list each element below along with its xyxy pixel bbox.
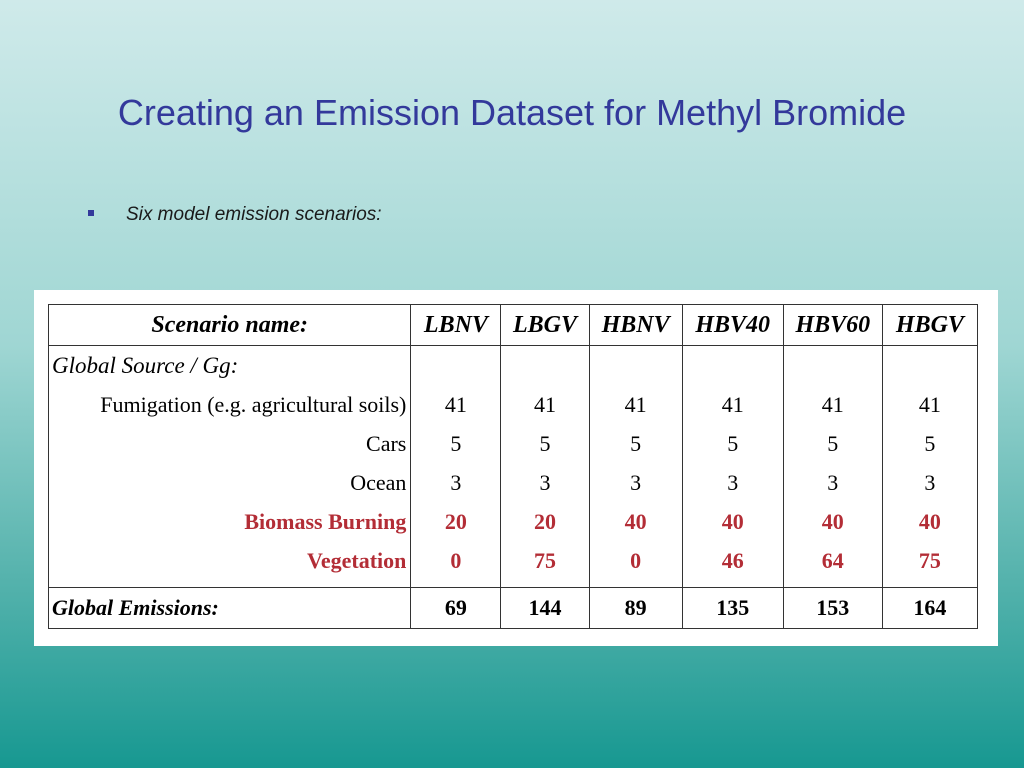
scenario-values-cell xyxy=(411,346,501,588)
total-value: 144 xyxy=(501,588,589,629)
emission-scenarios-table xyxy=(48,304,978,629)
value-vegetation: 0 xyxy=(450,548,462,573)
value-biomass-burning: 40 xyxy=(721,509,744,534)
total-value: 69 xyxy=(411,588,501,629)
bullet-square-icon xyxy=(88,210,94,216)
scenario-header: HBV60 xyxy=(783,305,882,346)
total-value: 164 xyxy=(882,588,977,629)
scenario-values-cell xyxy=(783,346,882,588)
value-cars: 5 xyxy=(450,431,462,456)
value-vegetation: 64 xyxy=(821,548,844,573)
value-fumigation: 41 xyxy=(721,392,744,417)
value-fumigation: 41 xyxy=(918,392,941,417)
value-cars: 5 xyxy=(827,431,839,456)
sources-block-row xyxy=(49,346,978,588)
source-label-ocean: Ocean xyxy=(350,470,407,495)
bullet-text: Six model emission scenarios: xyxy=(126,204,382,225)
emission-table-panel xyxy=(34,290,998,646)
scenario-header: LBGV xyxy=(501,305,589,346)
scenario-name-header: Scenario name: xyxy=(49,305,411,346)
global-emissions-row xyxy=(49,588,978,629)
value-ocean: 3 xyxy=(924,470,936,495)
value-biomass-burning: 20 xyxy=(444,509,467,534)
scenario-header: LBNV xyxy=(411,305,501,346)
total-value: 153 xyxy=(783,588,882,629)
scenario-values-cell xyxy=(882,346,977,588)
value-ocean: 3 xyxy=(727,470,739,495)
scenario-header: HBGV xyxy=(882,305,977,346)
value-ocean: 3 xyxy=(450,470,462,495)
scenario-values-cell xyxy=(589,346,682,588)
value-ocean: 3 xyxy=(827,470,839,495)
value-ocean: 3 xyxy=(539,470,551,495)
global-source-label: Global Source / Gg: xyxy=(52,353,239,378)
scenario-header: HBV40 xyxy=(682,305,783,346)
value-cars: 5 xyxy=(727,431,739,456)
value-ocean: 3 xyxy=(630,470,642,495)
scenario-values-cell xyxy=(682,346,783,588)
source-label-fumigation: Fumigation (e.g. agricultural soils) xyxy=(100,392,407,417)
value-biomass-burning: 40 xyxy=(624,509,647,534)
global-emissions-label: Global Emissions: xyxy=(49,588,411,629)
value-vegetation: 46 xyxy=(721,548,744,573)
value-fumigation: 41 xyxy=(821,392,844,417)
value-biomass-burning: 20 xyxy=(534,509,557,534)
value-vegetation: 75 xyxy=(534,548,557,573)
source-label-vegetation: Vegetation xyxy=(306,548,407,573)
scenario-values-cell xyxy=(501,346,589,588)
value-cars: 5 xyxy=(924,431,936,456)
total-value: 135 xyxy=(682,588,783,629)
scenario-header: HBNV xyxy=(589,305,682,346)
value-cars: 5 xyxy=(630,431,642,456)
value-cars: 5 xyxy=(539,431,551,456)
total-value: 89 xyxy=(589,588,682,629)
value-vegetation: 0 xyxy=(630,548,642,573)
value-fumigation: 41 xyxy=(444,392,467,417)
value-vegetation: 75 xyxy=(918,548,941,573)
value-biomass-burning: 40 xyxy=(918,509,941,534)
value-biomass-burning: 40 xyxy=(821,509,844,534)
table-header-row xyxy=(49,305,978,346)
source-label-biomass-burning: Biomass Burning xyxy=(244,509,407,534)
value-fumigation: 41 xyxy=(534,392,557,417)
source-label-cars: Cars xyxy=(366,431,407,456)
slide-title: Creating an Emission Dataset for Methyl Bromide xyxy=(117,92,907,133)
source-labels-cell xyxy=(49,346,411,588)
value-fumigation: 41 xyxy=(624,392,647,417)
